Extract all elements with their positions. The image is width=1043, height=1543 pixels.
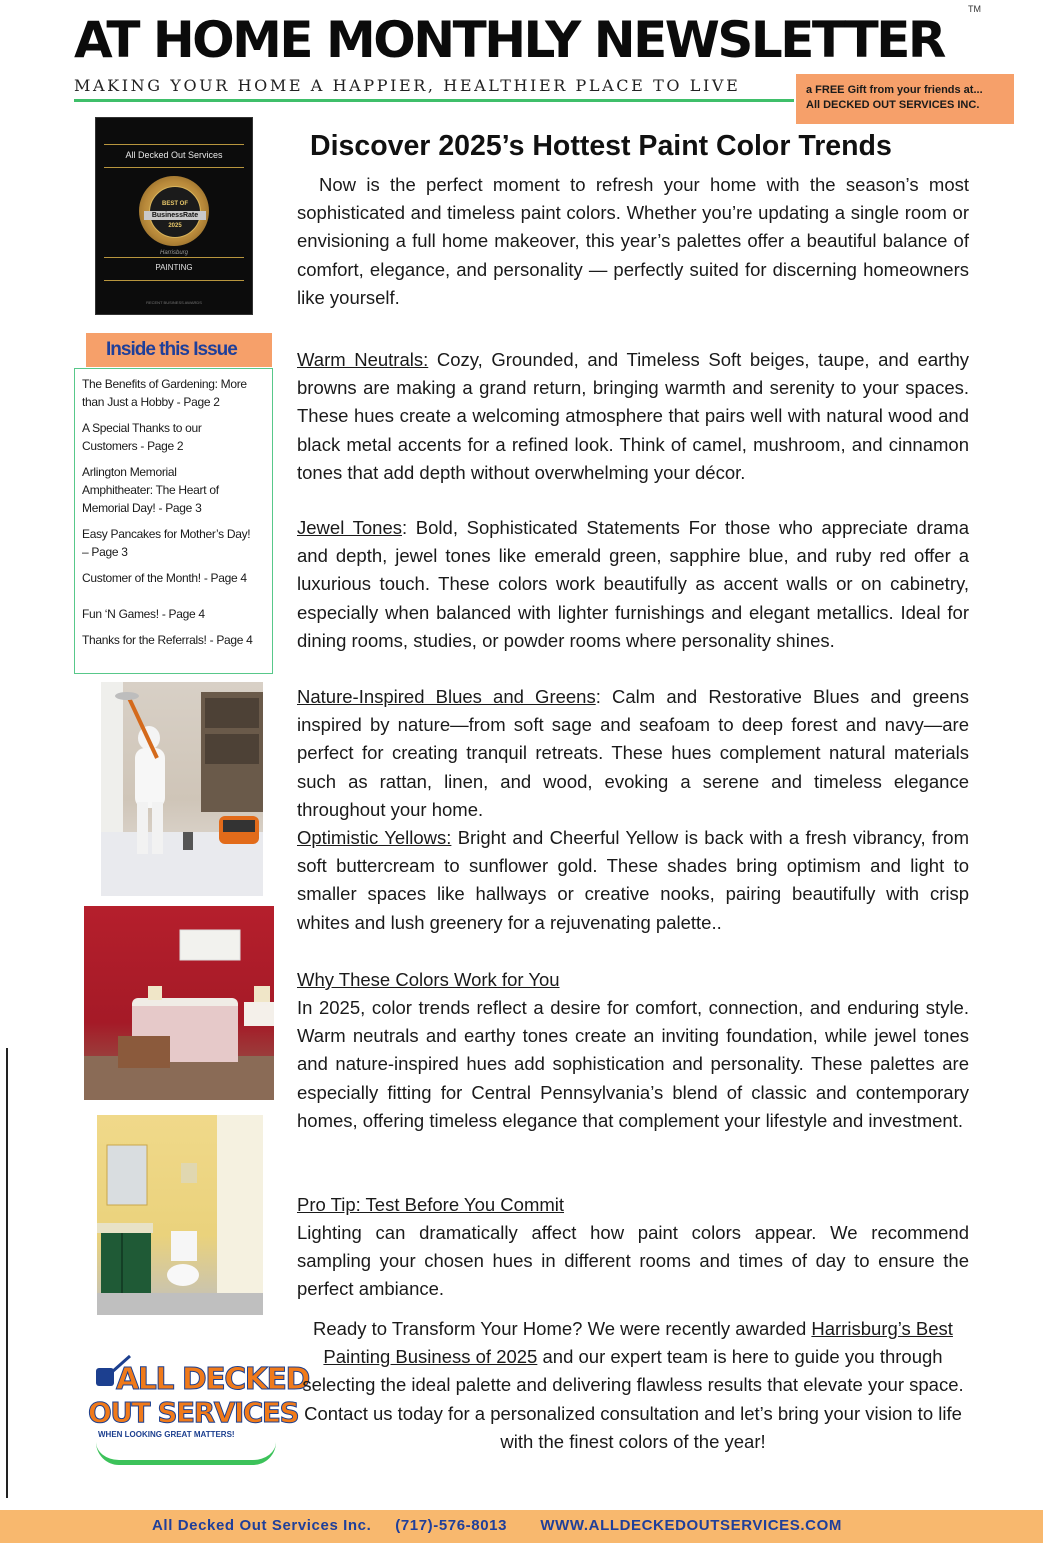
painter-at-work-photo bbox=[101, 682, 263, 896]
cta-text: Ready to Transform Your Home? We were recently awarded bbox=[313, 1318, 812, 1339]
toc-item-line: Thanks for the Referrals! - Page 4 bbox=[82, 633, 253, 647]
toc-item-line: Fun ‘N Games! - Page 4 bbox=[82, 607, 205, 621]
footer-contact bbox=[152, 1517, 842, 1534]
newsletter-title: AT HOME MONTHLY NEWSLETTER bbox=[74, 11, 944, 69]
award-plaque-image bbox=[96, 118, 252, 314]
painter-illustration bbox=[101, 682, 263, 896]
plaque-company-name: All Decked Out Services bbox=[125, 150, 223, 160]
plaque-category: PAINTING bbox=[155, 263, 193, 272]
section-label: Jewel Tones bbox=[297, 517, 402, 538]
toc-item-line: Amphitheater: The Heart of bbox=[82, 483, 219, 497]
cta-text: and our expert team is here to guide you through selecting the ideal palette and delivering flawless results that elevate your space. Contact us today for a personalized consultation and let’s bring your vision to life with the finest colors of the year! bbox=[302, 1346, 964, 1452]
page-edge-mark bbox=[0, 1048, 8, 1498]
toc-item-line: Customer of the Month! - Page 4 bbox=[82, 571, 247, 585]
medal-best-of: BEST OF bbox=[161, 201, 188, 207]
toc-item-line: Easy Pancakes for Mother’s Day! bbox=[82, 527, 251, 541]
call-to-action bbox=[300, 1315, 966, 1456]
table-of-contents bbox=[74, 368, 273, 674]
inside-issue-title: Inside this Issue bbox=[106, 339, 237, 360]
toc-item-line: A Special Thanks to our bbox=[82, 421, 202, 435]
why-colors-body: In 2025, color trends reflect a desire for comfort, connection, and enduring style. Warm neutrals and earthy tones create an inviting foundation, while jewel tones and nature-inspired hues add sophistication and personality. These palettes are especially fitting for Central Pennsylvania’s blend of classic and contemporary homes, offering timeless elegance that complement your lifestyle and investment. bbox=[297, 997, 969, 1131]
logo-line-2: OUT SERVICES bbox=[88, 1396, 299, 1429]
plaque-footer: RECENT BUSINESS AWARDS bbox=[146, 300, 202, 305]
footer-website[interactable]: WWW.ALLDECKEDOUTSERVICES.COM bbox=[540, 1517, 842, 1534]
pro-tip-heading: Pro Tip: Test Before You Commit bbox=[297, 1194, 565, 1215]
section-body: Cozy, Grounded, and Timeless Soft beiges, taupe, and earthy browns are making a grand return, bringing warmth and serenity to your spaces. These hues create a welcoming atmosphere that pairs well with natural wood and black metal accents for a refined look. Think of camel, mushroom, and cinnamon tones that add depth without overwhelming your décor. bbox=[297, 349, 969, 483]
article-intro: Now is the perfect moment to refresh your home with the season’s most sophisticated and timeless paint colors. Whether you’re updating a single room or envisioning a full home makeover, this year’s palettes offer a beautiful balance of comfort, elegance, and personality — perfectly suited for discerning homeowners like yourself. bbox=[297, 174, 969, 308]
section-body: : Calm and Restorative Blues and greens inspired by nature—from soft sage and seafoam to deep forest and navy—are perfect for creating tranquil retreats. These hues complement natural materials such as rattan, linen, and wood, evoking a serene and timeless elegance throughout your home. bbox=[297, 686, 970, 820]
medal-brand: BusinessRate bbox=[144, 211, 206, 220]
gift-badge bbox=[796, 74, 1014, 124]
inside-issue-header bbox=[86, 333, 272, 367]
section-label: Nature-Inspired Blues and Greens bbox=[297, 686, 596, 707]
footer-bar bbox=[0, 1510, 1043, 1543]
gift-line-2: All DECKED OUT SERVICES INC. bbox=[806, 99, 980, 111]
toc-item-line: than Just a Hobby - Page 2 bbox=[82, 395, 220, 409]
section-label: Warm Neutrals: bbox=[297, 349, 429, 370]
header-divider bbox=[74, 99, 794, 102]
bedroom-illustration bbox=[84, 906, 274, 1100]
footer-phone[interactable]: (717)-576-8013 bbox=[395, 1517, 508, 1534]
section-warm-neutrals bbox=[297, 346, 969, 487]
footer-company: All Decked Out Services Inc. bbox=[152, 1517, 372, 1534]
toc-item[interactable] bbox=[82, 605, 270, 623]
logo-swoosh bbox=[96, 1442, 276, 1465]
award-medal-icon bbox=[139, 176, 209, 246]
toc-item-line: – Page 3 bbox=[82, 545, 128, 559]
toc-item-line: Customers - Page 2 bbox=[82, 439, 184, 453]
why-colors-heading: Why These Colors Work for You bbox=[297, 969, 560, 990]
company-logo bbox=[88, 1346, 309, 1464]
newsletter-tagline: MAKING YOUR HOME A HAPPIER, HEALTHIER PLACE TO LIVE bbox=[74, 76, 741, 95]
toc-item[interactable] bbox=[82, 631, 270, 649]
toc-item[interactable] bbox=[82, 375, 270, 411]
red-bedroom-photo bbox=[84, 906, 274, 1100]
medal-center bbox=[149, 186, 201, 238]
plaque-city: Harrisburg bbox=[159, 250, 188, 256]
toc-item-line: Arlington Memorial bbox=[82, 465, 177, 479]
logo-slogan: WHEN LOOKING GREAT MATTERS! bbox=[98, 1430, 235, 1439]
logo-line-1: ALL DECKED bbox=[116, 1362, 309, 1397]
toc-item-line: Memorial Day! - Page 3 bbox=[82, 501, 202, 515]
toc-item-line: The Benefits of Gardening: More bbox=[82, 377, 247, 391]
section-body: Bright and Cheerful Yellow is back with a fresh vibrancy, from soft buttercream to sunflower gold. These shades bring optimism and light to smaller spaces like hallways or creative nooks, pairing beautifully with crisp whites and lush greenery for a rejuvenating palette.. bbox=[297, 827, 969, 933]
trademark-mark: TM bbox=[968, 4, 981, 14]
bathroom-illustration bbox=[97, 1115, 263, 1315]
section-body: : Bold, Sophisticated Statements For those who appreciate drama and depth, jewel tones like emerald green, sapphire blue, and ruby red offer a luxurious touch. These colors work beautifully as accent walls or on cabinetry, especially when balanced with lighter furnishings and elegant metallics. Ideal for dining rooms, studies, or powder rooms where personality shines. bbox=[297, 517, 969, 651]
section-jewel-tones bbox=[297, 514, 969, 655]
toc-item[interactable] bbox=[82, 463, 270, 517]
section-optimistic-yellows bbox=[297, 824, 969, 937]
article-title: Discover 2025’s Hottest Paint Color Trends bbox=[310, 130, 892, 162]
section-label: Optimistic Yellows: bbox=[297, 827, 452, 848]
toc-item[interactable] bbox=[82, 569, 270, 587]
medal-year: 2025 bbox=[168, 223, 182, 229]
toc-item[interactable] bbox=[82, 525, 270, 561]
section-blues-greens bbox=[297, 683, 969, 824]
pro-tip-body: Lighting can dramatically affect how paint colors appear. We recommend sampling your chosen hues in different rooms and times of day to ensure the perfect ambiance. bbox=[297, 1222, 969, 1300]
award-link[interactable]: Harrisburg’s Best Painting Business of 2025 bbox=[323, 1318, 953, 1368]
gift-line-1: a FREE Gift from your friends at... bbox=[806, 84, 983, 96]
yellow-bathroom-photo bbox=[97, 1115, 263, 1315]
toc-item[interactable] bbox=[82, 419, 270, 455]
